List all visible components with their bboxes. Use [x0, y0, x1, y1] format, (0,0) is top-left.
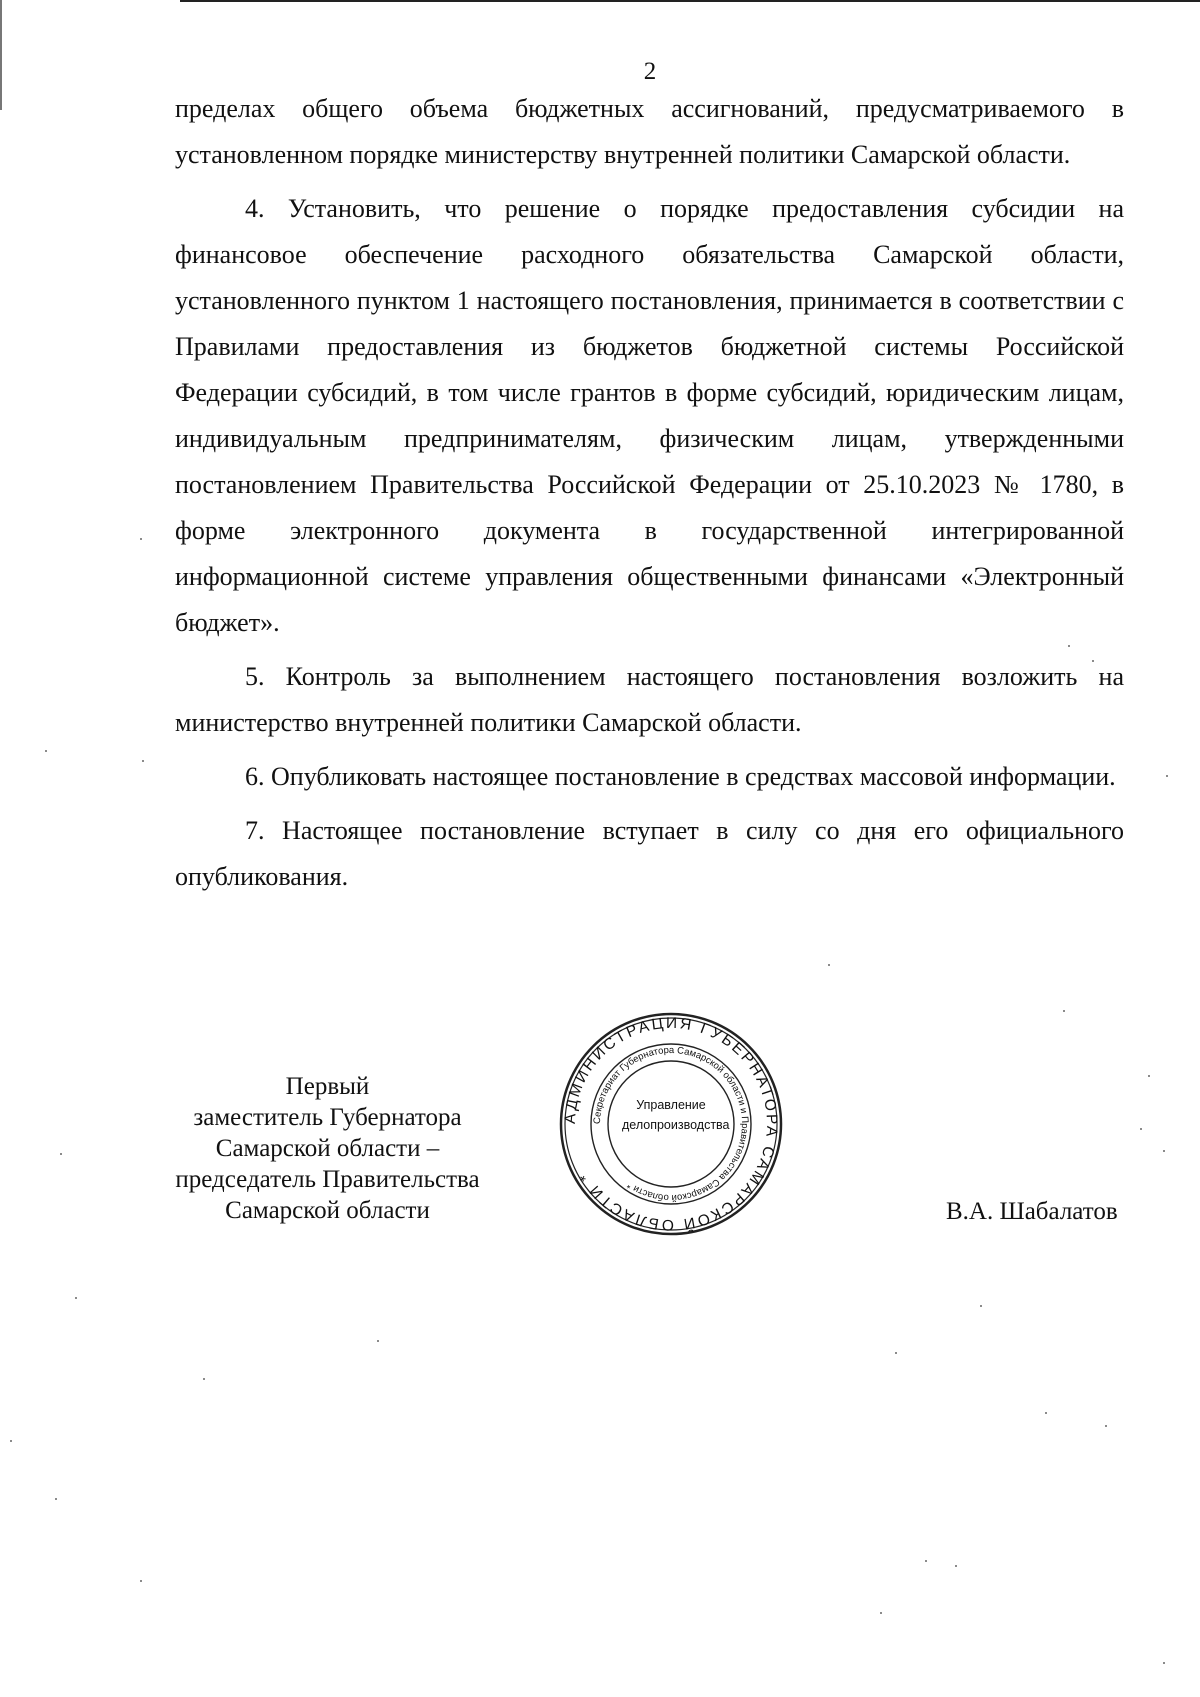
scan-speck: [377, 1340, 379, 1342]
scan-speck: [1063, 1010, 1065, 1012]
scan-speck: [1163, 1662, 1165, 1664]
scan-speck: [980, 1305, 982, 1307]
scan-speck: [955, 1565, 957, 1567]
scan-speck: [203, 1378, 205, 1380]
scan-speck: [140, 1580, 142, 1582]
official-seal-stamp: [558, 1011, 784, 1237]
top-scan-rule: [180, 0, 1200, 2]
seal-inner-text: Секретариат Губернатора Самарской области и Правительства Самарской области *: [591, 1044, 751, 1204]
scan-speck: [55, 1498, 57, 1500]
signatory-title: [155, 1071, 500, 1226]
paragraph-item-7: 7. Настоящее постановление вступает в силу со дня его официального опубликования.: [175, 816, 1124, 891]
seal-outer-text: АДМИНИСТРАЦИЯ ГУБЕРНАТОРА САМАРСКОЙ ОБЛАСТИ *: [561, 1014, 781, 1234]
scan-speck: [880, 1612, 882, 1614]
scan-speck: [1163, 1150, 1165, 1152]
seal-center-line: делопроизводства: [622, 1118, 730, 1132]
signatory-title-line: Первый: [285, 1073, 370, 1100]
scan-speck: [925, 1560, 927, 1562]
scan-speck: [1092, 660, 1094, 662]
scan-speck: [828, 964, 830, 966]
document-body: [175, 86, 1124, 908]
scan-speck: [45, 750, 47, 752]
scan-speck: [1166, 775, 1168, 777]
paragraph-item-5: 5. Контроль за выполнением настоящего постановления возложить на министерство внутренней политики Самарской области.: [175, 662, 1124, 737]
left-scan-edge: [0, 0, 2, 110]
paragraph-continuation: пределах общего объема бюджетных ассигнований, предусматриваемого в установленном порядке министерству внутренней политики Самарской области.: [175, 94, 1124, 169]
scan-speck: [142, 760, 144, 762]
scan-speck: [140, 538, 142, 540]
scan-speck: [1148, 1075, 1150, 1077]
signatory-title-line: Самарской области: [225, 1197, 430, 1224]
scan-speck: [60, 1153, 62, 1155]
signer-name: В.А. Шабалатов: [946, 1198, 1118, 1225]
signatory-title-line: заместитель Губернатора: [193, 1104, 462, 1131]
scan-speck: [1105, 1425, 1107, 1427]
paragraph-item-6: 6. Опубликовать настоящее постановление в средствах массовой информации.: [245, 762, 1116, 791]
page-number: 2: [643, 58, 657, 85]
scan-speck: [75, 1297, 77, 1299]
paragraph-item-4: 4. Установить, что решение о порядке предоставления субсидии на финансовое обеспечение расходного обязательства Самарской области, установленного пунктом 1 настоящего постановления, принимается в соответствии с Правилами предоставления из бюджетов бюджетной системы Российской Федерации субсидий, в том числе грантов в форме субсидий, юридическим лицам, индивидуальным предпринимателям, физическим лицам, утвержденными постановлением Правительства Российской Федерации от 25.10.2023 № 1780, в форме электронного документа в государственной интегрированной информационной системе управления общественными финансами «Электронный бюджет».: [175, 194, 1124, 637]
scan-speck: [895, 1352, 897, 1354]
scan-speck: [1045, 1412, 1047, 1414]
scan-speck: [10, 1440, 12, 1442]
seal-center-line: Управление: [636, 1098, 706, 1112]
signatory-title-line: председатель Правительства: [175, 1166, 480, 1193]
signatory-title-line: Самарской области –: [215, 1135, 440, 1162]
seal-center-text: [622, 1095, 730, 1135]
scan-speck: [1068, 645, 1070, 647]
scan-speck: [1140, 1128, 1142, 1130]
